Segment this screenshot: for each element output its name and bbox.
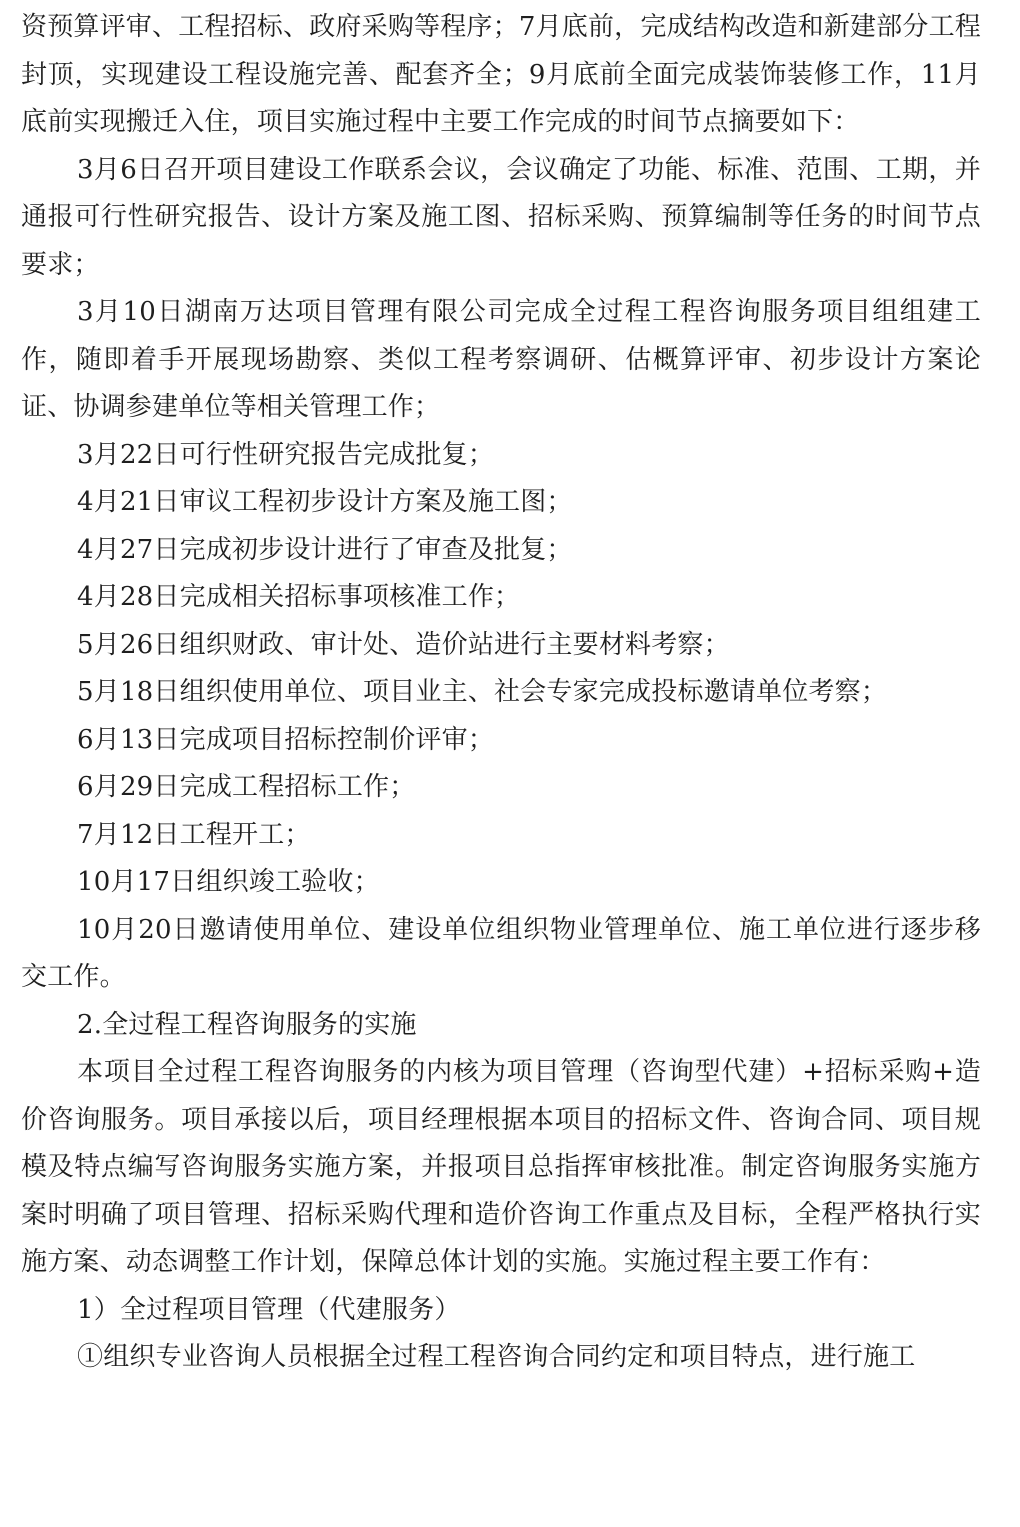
paragraph-milestone-jul-12: 7月12日工程开工； xyxy=(77,819,311,850)
paragraph-budget-schedule: 资预算评审、工程招标、政府采购等程序；7月底前，完成结构改造和新建部分工程封顶，实现建设工程设施完善、配套齐全；9月底前全面完成装饰装修工作，11月底前实现搬迁入住，项目实施过程中主要工作完成的时间节点摘要如下： xyxy=(21,12,981,137)
paragraph-milestone-mar-6: 3月6日召开项目建设工作联系会议，会议确定了功能、标准、范围、工期，并通报可行性研究报告、设计方案及施工图、招标采购、预算编制等任务的时间节点要求； xyxy=(21,154,981,280)
paragraph-milestone-may-18: 5月18日组织使用单位、项目业主、社会专家完成投标邀请单位考察； xyxy=(77,677,888,707)
section-heading-consulting-implementation: 2.全过程工程咨询服务的实施 xyxy=(77,1009,417,1040)
paragraph-milestone-apr-28: 4月28日完成相关招标事项核准工作； xyxy=(77,582,521,612)
paragraph-consulting-overview: 本项目全过程工程咨询服务的内核为项目管理（咨询型代建）+招标采购+造价咨询服务。项目承接以后，项目经理根据本项目的招标文件、咨询合同、项目规模及特点编写咨询服务实施方案，并报项目总指挥审核批准。制定咨询服务实施方案时明确了项目管理、招标采购代理和造价咨询工作重点及目标，全程严格执行实施方案、动态调整工作计划，保障总体计划的实施。实施过程主要工作有： xyxy=(21,1057,981,1277)
paragraph-milestone-mar-10: 3月10日湖南万达项目管理有限公司完成全过程工程咨询服务项目组组建工作，随即着手开展现场勘察、类似工程考察调研、估概算评审、初步设计方案论证、协调参建单位等相关管理工作； xyxy=(21,297,981,422)
paragraph-milestone-oct-20: 10月20日邀请使用单位、建设单位组织物业管理单位、施工单位进行逐步移交工作。 xyxy=(21,914,981,992)
subheading-project-management: 1）全过程项目管理（代建服务） xyxy=(77,1294,461,1325)
paragraph-item-1: ①组织专业咨询人员根据全过程工程咨询合同约定和项目特点，进行施工 xyxy=(77,1342,916,1372)
paragraph-milestone-may-26: 5月26日组织财政、审计处、造价站进行主要材料考察； xyxy=(77,629,730,660)
paragraph-milestone-oct-17: 10月17日组织竣工验收； xyxy=(77,867,380,897)
paragraph-milestone-mar-22: 3月22日可行性研究报告完成批复； xyxy=(77,439,495,470)
paragraph-milestone-jun-29: 6月29日完成工程招标工作； xyxy=(77,772,416,802)
paragraph-milestone-jun-13: 6月13日完成项目招标控制价评审； xyxy=(77,724,495,755)
document-body xyxy=(21,4,981,1382)
paragraph-milestone-apr-27: 4月27日完成初步设计进行了审查及批复； xyxy=(77,534,573,565)
paragraph-milestone-apr-21: 4月21日审议工程初步设计方案及施工图； xyxy=(77,487,573,517)
